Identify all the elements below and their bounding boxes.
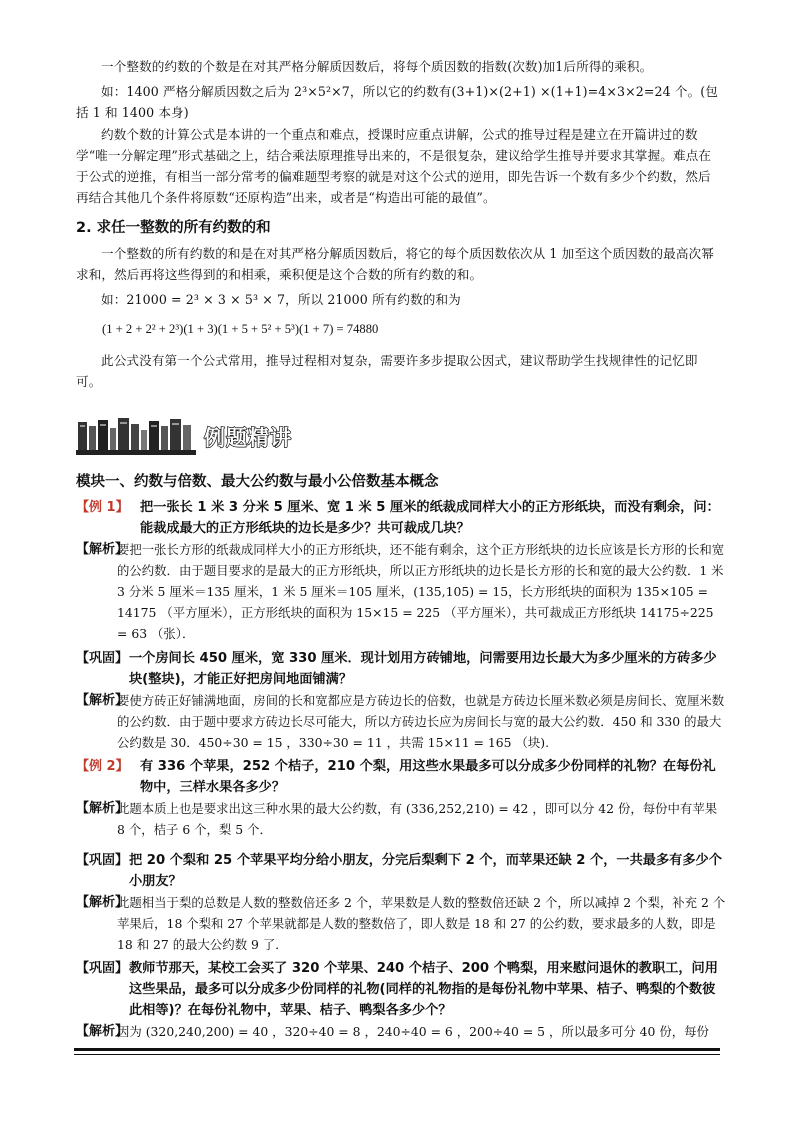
section-heading-2: 2. 求任一整数的所有约数的和 [76, 220, 271, 236]
solution-text: 要使方砖正好铺满地面，房间的长和宽都应是方砖边长的倍数，也就是方砖边长厘米数必须是房间长、宽厘米数的公约数．由于题中要求方砖边长尽可能大，所以方砖边长应为房间长与宽的最大公约数．450 和 330 的最大公约数是 30．450÷30 = 15 ，330÷30 = 11 ，共需 15×11 = 165 （块). [117, 693, 725, 750]
section2-paragraph-1: 一个整数的所有约数的和是在对其严格分解质因数后，将它的每个质因数依次从 1 加至这个质因数的最高次幂求和，然后再将这些得到的和相乘，乘积便是这个合数的所有约数的和。 [76, 246, 714, 282]
example-tag: 【例 2】 [76, 759, 129, 774]
intro-paragraph-2: 约数个数的计算公式是本讲的一个重点和难点，授课时应重点讲解，公式的推导过程是建立在开篇讲过的数学“唯一分解定理”形式基础之上，结合乘法原理推导出来的，不是很复杂，建议给学生推导并要求其掌握。难点在于公式的逆推，有相当一部分常考的偏难题型考察的就是对这个公式的逆用，即先告诉一个数有多少个约数，然后再结合其他几个条件将原数“还原构造”出来，或者是“构造出可能的最值”。 [76, 127, 712, 205]
solution-text: 因为 (320,240,200) = 40 ，320÷40 = 8 ，240÷40 = 6 ，200÷40 = 5 ，所以最多可分 40 份，每份 [117, 1024, 709, 1039]
solution-tag: 【解析】 [76, 542, 129, 557]
section2-paragraph-2: 此公式没有第一个公式常用，推导过程相对复杂，需要许多步提取公因式，建议帮助学生找规律性的记忆即可。 [76, 353, 698, 389]
intro-paragraph-1: 一个整数的约数的个数是在对其严格分解质因数后，将每个质因数的指数(次数)加1后所得的乘积。 [101, 59, 653, 74]
banner-title: 例题精讲 [204, 426, 292, 450]
example-section-banner [76, 416, 308, 458]
example-question: 把一张长 1 米 3 分米 5 厘米、宽 1 米 5 厘米的纸裁成同样大小的正方形纸块，而没有剩余，问：能裁成最大的正方形纸块的边长是多少？共可裁成几块？ [140, 500, 720, 536]
consolidation-tag: 【巩固】 [76, 853, 129, 868]
consolidation-question: 教师节那天，某校工会买了 320 个苹果、240 个桔子、200 个鸭梨，用来慰问退休的教职工，问用这些果品，最多可以分成多少份同样的礼物(同样的礼物指的是每份礼物中苹果、桔子、鸭梨的个数彼此相等)？在每份礼物中，苹果、桔子、鸭梨各多少个？ [129, 961, 718, 1018]
footer-rule-thick [74, 1048, 720, 1051]
solution-text: 此题相当于梨的总数是人数的整数倍还多 2 个，苹果数是人数的整数倍还缺 2 个，所以减掉 2 个梨，补充 2 个苹果后，18 个梨和 27 个苹果就都是人数的整数倍了，即人数是 18 和 27 的公约数，要求最多的人数，即是 18 和 27 的最大公约数 9 了． [117, 895, 726, 952]
module-title: 模块一、约数与倍数、最大公约数与最小公倍数基本概念 [76, 474, 439, 490]
example-question: 有 336 个苹果，252 个桔子，210 个梨，用这些水果最多可以分成多少份同样的礼物？在每份礼物中，三样水果各多少？ [140, 759, 716, 795]
sum-formula: (1 + 2 + 2² + 2³)(1 + 3)(1 + 5 + 5² + 5³)(1 + 7) = 74880 [102, 322, 379, 336]
consolidation-tag: 【巩固】 [76, 651, 129, 666]
solution-tag: 【解析】 [76, 1024, 129, 1039]
intro-example-1: 如：1400 严格分解质因数之后为 2³×5²×7，所以它的约数有(3+1)×(2+1) ×(1+1)=4×3×2=24 个。(包括 1 和 1400 本身) [76, 84, 718, 120]
consolidation-2-block [76, 850, 726, 955]
consolidation-1-block [76, 648, 726, 753]
footer-rule-thin [74, 1054, 720, 1055]
example-1-block [76, 497, 726, 644]
solution-tag: 【解析】 [76, 693, 129, 708]
solution-text: 此题本质上也是要求出这三种水果的最大公约数，有 (336,252,210) = 42 ，即可以分 42 份，每份中有苹果 8 个，桔子 6 个，梨 5 个． [117, 801, 718, 837]
consolidation-question: 把 20 个梨和 25 个苹果平均分给小朋友，分完后梨剩下 2 个，而苹果还缺 2 个，一共最多有多少个小朋友？ [129, 853, 722, 889]
solution-text: 要把一张长方形的纸裁成同样大小的正方形纸块，还不能有剩余，这个正方形纸块的边长应该是长方形的长和宽的公约数．由于题目要求的是最大的正方形纸块，所以正方形纸块的边长是长方形的长和宽的最大公约数．1 米 3 分米 5 厘米＝135 厘米，1 米 5 厘米＝105 厘米，(135,105) = 15，长方形纸块的面积为 135×105 = 14175 （平方厘米），正方形纸块的面积为 15×15 = 225 （平方厘米），共可裁成正方形纸块 14175÷225 = 63 （张）． [117, 542, 725, 641]
example-tag: 【例 1】 [76, 500, 129, 515]
example-2-block [76, 756, 726, 840]
section2-example-line: 如：21000 = 2³ × 3 × 5³ × 7，所以 21000 所有约数的和为 [101, 292, 461, 307]
consolidation-3-block [76, 958, 726, 1042]
consolidation-tag: 【巩固】 [76, 961, 129, 976]
solution-tag: 【解析】 [76, 895, 129, 910]
solution-tag: 【解析】 [76, 801, 129, 816]
consolidation-question: 一个房间长 450 厘米，宽 330 厘米．现计划用方砖铺地，问需要用边长最大为多少厘米的方砖多少块(整块)，才能正好把房间地面铺满？ [129, 651, 717, 687]
